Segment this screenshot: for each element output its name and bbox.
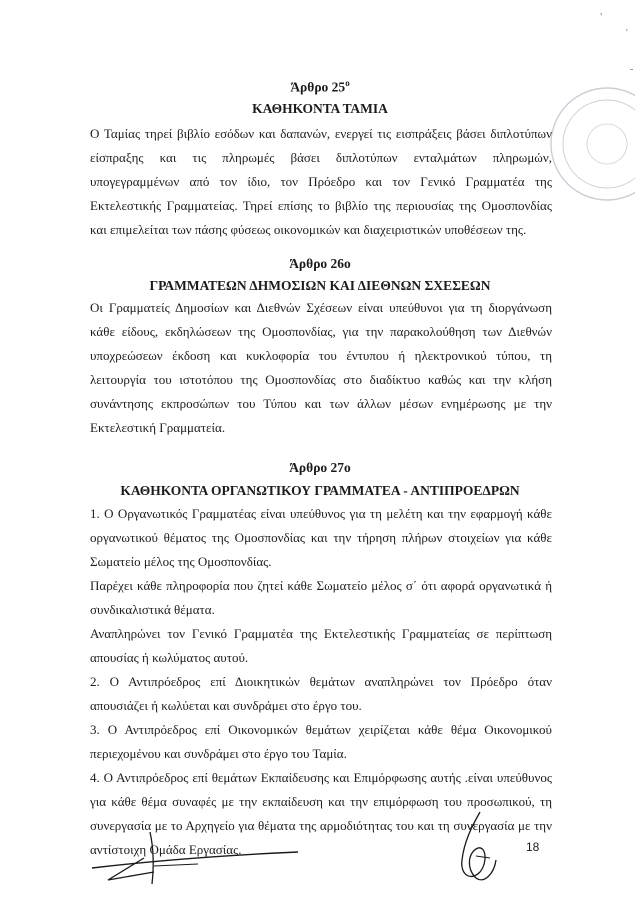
- article-27-paragraph-3: Αναπληρώνει τον Γενικό Γραμματέα της Εκτελεστικής Γραμματείας σε περίπτωση απουσίας ή κωλύματος αυτού.: [90, 626, 552, 665]
- corner-mark: -: [630, 64, 634, 75]
- article-27-paragraph-5: 3. Ο Αντιπρόεδρος επί Οικονομικών θεμάτων χειρίζεται κάθε θέμα Οικονομικού περιεχομένου και συνδράμει στο έργο του Ταμία.: [90, 722, 552, 761]
- article-27-paragraph-2: Παρέχει κάθε πληροφορία που ζητεί κάθε Σωματείο μέλος σ΄ ότι αφορά οργανωτικά ή συνδικαλιστικά θέματα.: [90, 578, 552, 617]
- article-27-paragraph-1: 1. Ο Οργανωτικός Γραμματέας είναι υπεύθυνος για τη μελέτη και την εφαρμογή κάθε οργανωτικού θέματος της Ομοσπονδίας και την τήρηση πλήρων στοιχείων για κάθε Σωματείο μέλος της Ομοσπονδίας.: [90, 506, 552, 569]
- article-26-title: Άρθρο 26ο: [289, 256, 351, 271]
- article-27-title: Άρθρο 27ο: [289, 460, 351, 475]
- article-27-paragraph-6: 4. Ο Αντιπρόεδρος επί θεμάτων Εκπαίδευσης και Επιμόρφωσης αυτής .είναι υπεύθυνος για κάθε θέμα συναφές με την εκπαίδευση και την επιμόρφωση του προσωπικού, τη συνεργασία με το Αρχηγείο για θέματα της αρμοδιότητας του και τη συνεργασία με την αντίστοιχη Ομάδα Εργασίας.: [90, 770, 552, 857]
- article-26-body: [90, 296, 552, 440]
- handwritten-signature-left: [88, 822, 303, 887]
- article-25-body: [90, 122, 552, 242]
- article-27-heading: ΚΑΘΗΚΟΝΤΑ ΟΡΓΑΝΩΤΙΚΟΥ ΓΡΑΜΜΑΤΕΑ - ΑΝΤΙΠΡΟΕΔΡΩΝ: [120, 483, 520, 498]
- corner-mark: ,: [600, 6, 603, 17]
- corner-mark: ': [626, 28, 628, 39]
- official-stamp: [545, 78, 635, 208]
- article-25-title: Άρθρο $25^o$: [290, 78, 350, 95]
- article-26-text: Οι Γραμματείς Δημοσίων και Διεθνών Σχέσεων είναι υπεύθυνοι για τη διοργάνωση κάθε είδους, εκδηλώσεων της Ομοσπονδίας, για την παρακολούθηση των Διεθνών υποχρεώσεων έκδοση και κυκλοφορία του έντυπου ή ηλεκτρονικού τύπου, τη λειτουργία του ιστοτόπου της Ομοσπονδίας στο διαδίκτυο καθώς και την κλήση συνάντησης εκπροσώπων του Τύπου και των άλλων μέσων ενημέρωσης με την Εκτελεστική Γραμματεία.: [90, 300, 552, 435]
- handwritten-signature-right: [450, 808, 505, 888]
- article-27-paragraph-4: 2. Ο Αντιπρόεδρος επί Διοικητικών θεμάτων αναπληρώνει τον Πρόεδρο όταν απουσιάζει ή κωλύεται και συνδράμει στο έργο του.: [90, 674, 552, 713]
- article-25-heading: ΚΑΘΗΚΟΝΤΑ ΤΑΜΙΑ: [252, 101, 388, 116]
- article-26-heading: ΓΡΑΜΜΑΤΕΩΝ ΔΗΜΟΣΙΩΝ ΚΑΙ ΔΙΕΘΝΩΝ ΣΧΕΣΕΩΝ: [149, 278, 491, 293]
- article-25-text: Ο Ταμίας τηρεί βιβλίο εσόδων και δαπανών, ενεργεί τις εισπράξεις βάσει διπλοτύπων είσπραξης και τις πληρωμές βάσει διπλοτύπων ενταλμάτων πληρωμών, υπογεγραμμένων από τον ίδιο, τον Πρόεδρο και τον Γενικό Γραμματέα της Εκτελεστικής Γραμματείας. Τηρεί επίσης το βιβλίο της περιουσίας της Ομοσπονδίας και επιμελείται των πάσης φύσεως οικονομικών και διαχειριστικών υποθέσεων της.: [90, 126, 552, 237]
- page-number: 18: [526, 840, 540, 854]
